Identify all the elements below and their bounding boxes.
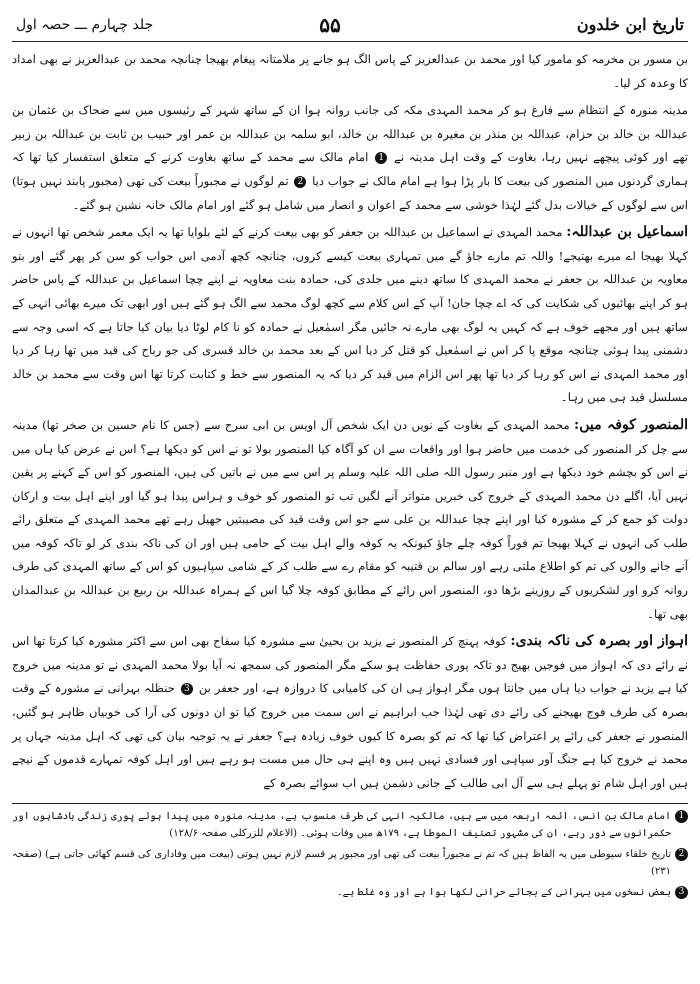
footnote-text: امام مالک بن انس، ائمہ اربعہ میں سے ہیں، مالکیہ انہی کی طرف منسوب ہے، مدینہ منورہ میں پیدا ہوئے پوری زندگی بادشاہوں اور حکمرانوں سے دور رہے، ان کی مشہور تصنیف الموطا ہے، ۱۷۹ھ میں وفات ہوئی۔ (الاعلام للزرکلی صفحہ ۱۲۸/۶) [12,811,671,840]
section-heading: اہواز اور بصرہ کی ناکہ بندی: [510,633,688,650]
paragraph [12,630,688,795]
footnote-number: 2 [675,848,688,861]
footnote-text: بعض نسخوں میں بہرانی کے بجائے حرانی لکھا ہوا ہے اور وہ غلط ہے۔ [336,887,671,899]
page-header [12,8,688,42]
paragraph-text: محمد المہدی کے بغاوت کے نویں دن ایک شخص آل اویس بن ابی سرح سے (جس کا نام حسین بن صخر تھا) مدینہ سے چل کر المنصور کی خدمت میں حاضر ہوا اور واقعات سے ان کو آگاہ کیا المنصور بولا تو نے اس کو دیکھا ہے؟ اس نے عرض کیا ہاں میں نے اس کو بچشم خود دیکھا ہے اور منبر رسول اللہ صلی اللہ علیہ وسلم پر اس سے میں نے باتیں کی ہیں، المنصور کو اس کے کہنے پر یقین نہیں آیا، اگلے دن محمد المہدی کے خروج کی خبریں متواتر آنے لگیں تب تو المنصور کو خوف و ہراس پیدا ہو گیا اور اپنے اہل بیت و ارکان دولت کو جمع کر کے مشورہ کیا اور اپنے چچا عبداللہ بن علی سے جو اس وقت قید کی مصیبتیں جھیل رہے تھے محمد المہدی کے متعلق رائے طلب کی انہوں نے کہلا بھیجا تم فوراً کوفہ چلے جاؤ کیونکہ یہ کوفہ والے اہل بیت کے حامی ہیں اور ان کی ناکہ بندی کر لو تاکہ کوفہ میں آنے جانے والوں کی تم کو اطلاع ملتی رہے اور سالم بن قتیبہ کو مقام رے سے طلب کر کے شامی سپاہیوں کو اس کے ساتھ المہدی کی طرف روانہ کرو اور لشکریوں کے روزینے بڑھا دو، المنصور اس رائے کے مطابق کوفہ چلا گیا اس کے ہمراہ عبداللہ بن ربیع بن عبداللہ بن عبدالمدان بھی تھا۔ [12,417,688,621]
book-title: تاریخ ابن خلدون [576,15,684,34]
paragraph-text: کوفہ پہنچ کر المنصور نے یزید بن یحییٰ سے مشورہ کیا سفاح بھی اس سے اکثر مشورہ کیا کرتا تھا اس نے رائے دی کہ اہواز میں فوجیں بھیج دو تاکہ پوری حفاظت ہو سکے مگر المنصور کی سمجھ نہ آیا بولا محمد المہدی نے تو مدینہ میں خروج کیا ہے یزید نے جواب دیا ہاں میں جانتا ہوں مگر اہواز ہی ان کی کامیابی کا دروازہ ہے، اور جعفر بن [12,634,688,696]
footnote [12,846,688,880]
footnote-divider [12,803,688,804]
footnote-ref[interactable]: 2 [294,176,306,188]
footnote [12,884,688,901]
paragraph [12,221,688,410]
paragraph-text: حنظلہ بہرانی نے مشورہ کے وقت بصرہ کی طرف فوج بھیجنے کی رائے دی تھی لہٰذا جب ابراہیم نے اس سمت میں خروج کیا تو ان دونوں کی آرا کی خوبیاں ظاہر ہو گئیں، المنصور نے جعفر کی رائے پر اعتراض کیا تھا کہ تم کو بصرہ کا کیوں خوف زیادہ ہے؟ جعفر نے یہ توجیہ بیان کی تھی کہ اہل مدینہ جہاں پر محمد نے خروج کیا ہے جنگ آور سپاہی اور فسادی نہیں ہیں وہ اپنے ہی حال میں مست ہو رہے ہیں اور اہل کوفہ تمہارے قدموں کے نیچے ہیں اور اہل شام تو پہلے ہی سے آل ابی طالب کے جانی دشمن ہیں اب سوائے بصرہ کے [12,681,688,790]
footnote-ref[interactable]: 1 [375,152,387,164]
paragraph [12,414,688,626]
paragraph [12,48,688,95]
volume-label: جلد چہارم ـــ حصہ اول [16,16,154,33]
paragraph-text: مدینہ منورہ کے انتظام سے فارغ ہو کر محمد المہدی مکہ کی جانب روانہ ہوا ان کے ساتھ شہر کے رئیسوں میں سے ضحاک بن عثمان بن عبداللہ بن خالد بن حزام، عبداللہ بن منذر بن مغیرہ بن عبداللہ بن خالد، ابو سلمہ بن عبداللہ بن عمر اور حبیب بن ثابت بن عبداللہ بن زبیر تھے اور کوئی پیچھے نہیں رہا، بغاوت کے وقت اہل مدینہ نے [12,103,689,165]
footnote-number: 3 [675,886,688,899]
main-text [12,48,688,795]
paragraph-text: بن مسور بن مخرمہ کو مامور کیا اور محمد بن عبدالعزیز کے پاس الگ ہو جانے پر ملامتانہ پیغام بھیجا چنانچہ محمد بن عبدالعزیز نے بھی امداد کا وعدہ کر لیا۔ [12,52,688,90]
paragraph-text: امام مالک سے محمد کے ساتھ بغاوت کرنے کے متعلق استفسار کیا تھا کہ ہماری گردنوں میں المنصور کی بیعت کا بار پڑا ہوا ہے امام مالک نے جواب دیا [12,150,689,188]
footnote-text: تاریخ خلفاء سیوطی میں یہ الفاظ ہیں کہ تم نے مجبوراً بیعت کی تھی اور مجبور پر قسم لازم نہیں ہوتی (بیعت میں وفاداری کی قسم کھائی جاتی ہے) (صفحہ ۲۳۱) [12,849,671,878]
section-heading: اسماعیل بن عبداللہ: [566,224,688,241]
section-heading: المنصور کوفہ میں: [574,416,689,433]
footnote-number: 1 [675,810,688,823]
footnote [12,808,688,842]
paragraph-text: تم لوگوں نے مجبوراً بیعت کی تھی (مجبور پابند نہیں ہوتا) اس سے لوگوں کے خیالات بدل گئے لہٰذا خوشی سے محمد کے اعوان و انصار میں شامل ہو گئے اور امام مالک خانہ نشین ہو گئے۔ [12,173,688,212]
footnote-ref[interactable]: 3 [181,683,193,695]
page-number: ۵۵ [319,12,341,37]
footnotes [12,808,688,901]
paragraph [12,99,688,217]
paragraph-text: محمد المہدی نے اسماعیل بن عبداللہ بن جعفر کو بھی بیعت کرنے کے لئے بلوایا تھا یہ ایک معمر شخص تھا انہوں نے کہلا بھیجا اے میرے بھتیجے! واللہ تم مارے جاؤ گے میں تمہاری بیعت کیسے کروں، چنانچہ کچھ آدمی اس جواب کو سن کر پھر گئے اور بنو معاویہ بن عبداللہ بن جعفر نے محمد المہدی کا ساتھ دینے میں جلدی کی، حمادہ بنت معاویہ نے اپنے چچا اسماعیل بن عبداللہ کے پاس حاضر ہو کر اپنے بھائیوں کی شکایت کی کہ اے چچا جان! آپ کے اس کلام سے کچھ لوگ محمد سے الگ ہو گئے ہیں اور ابھی تک میرے بھائی انہی کے ساتھ ہیں اور مجھے خوف ہے کہ کہیں یہ لوگ بھی مارے نہ جائیں مگر اسمٰعیل نے حمادہ کو نا کام لوٹا دیا بیان کیا جاتا ہے کہ اسی وجہ سے دشمنی پیدا ہوئی چنانچہ موقع پا کر اس نے اسمٰعیل کو قتل کر دیا اس کے بعد محمد بن خالد قسری کی جو رباح کی قید میں تھا رہا کر دیا اور محمد المہدی نے اس کو رہا کر دیا تھا پھر اس الزام میں قید کر دیا کہ یہ المنصور سے خط و کتابت کرتا تھا اس وقت سے محمد بن خالد مسلسل قید ہی میں رہا۔ [12,225,688,405]
